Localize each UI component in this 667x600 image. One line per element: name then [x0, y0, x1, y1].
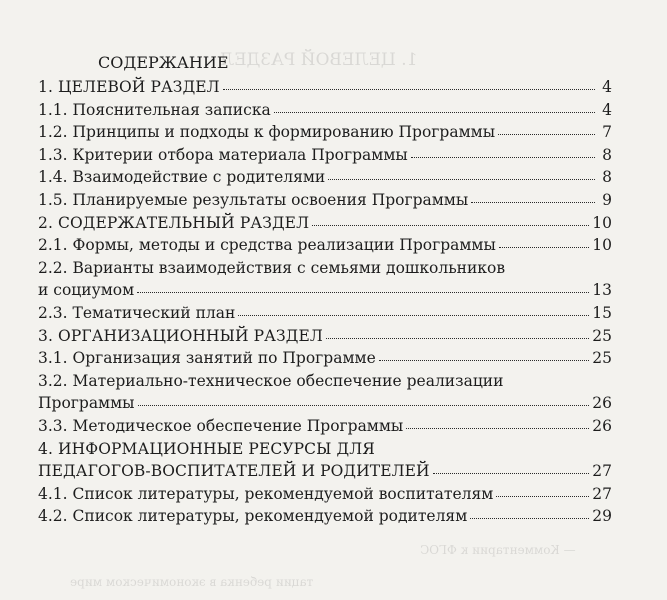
dot-leader: [238, 315, 589, 316]
toc-entry-page: 25: [592, 349, 612, 368]
toc-entry-label: 1.3. Критерии отбора материала Программы: [38, 145, 408, 164]
toc-entry-1-2: [38, 121, 612, 144]
dot-leader: [499, 247, 589, 248]
toc-entry-page: 8: [602, 168, 612, 187]
toc-entry-label: 1.5. Планируемые результаты освоения Программы: [38, 190, 469, 209]
toc-entry-page: 10: [592, 213, 612, 232]
toc-entry-page: 26: [592, 416, 612, 435]
page-show-through: 1. ЦЕЛЕВОЙ РАЗДЕЛ — Комментарии к ФГОС тации ребенка в экономическом мире: [70, 50, 576, 589]
toc-entry-page: 29: [592, 507, 612, 526]
toc-entry-label: 3.3. Методическое обеспечение Программы: [38, 416, 404, 435]
toc-entry-4-2: [38, 505, 612, 528]
dot-leader: [411, 157, 595, 158]
toc-entry-page: 4: [602, 100, 612, 119]
toc-entry-page: 8: [602, 145, 612, 164]
dot-leader: [379, 360, 590, 361]
toc-entry-page: 7: [602, 123, 612, 142]
toc-entry-2-1: [38, 234, 612, 257]
toc-entry-page: 27: [592, 484, 612, 503]
toc-entry-3-2: [38, 392, 612, 415]
toc-entry-section-2: [38, 212, 612, 235]
toc-entry-page: 15: [592, 303, 612, 322]
toc-entry-page: 4: [602, 78, 612, 96]
toc-entry-label: Программы: [38, 394, 135, 413]
toc-entry-3-3: [38, 415, 612, 438]
toc-entry-label: 4.1. Список литературы, рекомендуемой воспитателям: [38, 484, 494, 503]
dot-leader: [328, 179, 595, 180]
toc-entry-label: 2. СОДЕРЖАТЕЛЬНЫЙ РАЗДЕЛ: [38, 213, 310, 232]
toc-entry-label: 1. ЦЕЛЕВОЙ РАЗДЕЛ: [38, 78, 220, 96]
toc-entry-label: 1.2. Принципы и подходы к формированию Программы: [38, 123, 496, 142]
dot-leader: [470, 518, 589, 519]
toc-entry-page: 27: [592, 462, 612, 481]
toc-entry-page: 26: [592, 394, 612, 413]
dot-leader: [498, 134, 595, 135]
toc-entry-page: 13: [592, 281, 612, 300]
dot-leader: [471, 202, 595, 203]
toc-title: СОДЕРЖАНИЕ: [98, 53, 229, 72]
toc-entry-1-4: [38, 166, 612, 189]
toc-entry-label: 1.4. Взаимодействие с родителями: [38, 168, 326, 187]
toc-entry-4-1: [38, 483, 612, 506]
toc-entry-1-1: [38, 99, 612, 122]
toc-entry-2-3: [38, 302, 612, 325]
dot-leader: [326, 338, 589, 339]
toc-entry-label: 1.1. Пояснительная записка: [38, 100, 271, 119]
dot-leader: [433, 473, 590, 474]
toc-entry-label: 3. ОРГАНИЗАЦИОННЫЙ РАЗДЕЛ: [38, 326, 323, 345]
dot-leader: [223, 89, 595, 90]
toc-entry-3-1: [38, 347, 612, 370]
toc-entry-2-2-line1: 2.2. Варианты взаимодействия с семьями дошкольников: [38, 258, 506, 277]
dot-leader: [496, 496, 589, 497]
toc-entry-section-4: [38, 460, 612, 483]
toc-entry-label: ПЕДАГОГОВ-ВОСПИТАТЕЛЕЙ И РОДИТЕЛЕЙ: [38, 462, 430, 481]
toc-entry-1-5: [38, 189, 612, 212]
toc-entry-label: и социумом: [38, 281, 135, 300]
toc-entry-1-3: [38, 144, 612, 167]
toc-entry-page: 10: [592, 236, 612, 255]
toc-entry-2-2: [38, 279, 612, 302]
dot-leader: [138, 405, 590, 406]
toc-entry-section-1: [38, 76, 612, 99]
toc-entry-section-3: [38, 325, 612, 348]
toc-entry-label: 2.3. Тематический план: [38, 303, 236, 322]
toc-entry-label: 2.1. Формы, методы и средства реализации Программы: [38, 236, 496, 255]
toc-entry-page: 25: [592, 326, 612, 345]
dot-leader: [406, 428, 589, 429]
toc-entry-page: 9: [602, 190, 612, 209]
dot-leader: [312, 225, 589, 226]
toc-entry-label: 3.1. Организация занятий по Программе: [38, 349, 376, 368]
table-of-contents: [38, 50, 612, 528]
toc-entry-label: 4.2. Список литературы, рекомендуемой родителям: [38, 507, 468, 526]
toc-entry-section-4-line1: 4. ИНФОРМАЦИОННЫЕ РЕСУРСЫ ДЛЯ: [38, 439, 375, 458]
dot-leader: [274, 112, 595, 113]
toc-entry-3-2-line1: 3.2. Материально-техническое обеспечение реализации: [38, 371, 504, 390]
dot-leader: [137, 292, 589, 293]
